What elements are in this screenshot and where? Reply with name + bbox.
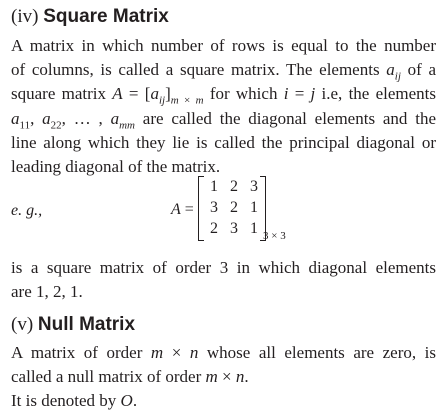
matrix-cell: 2 (210, 220, 218, 237)
square-matrix-definition (11, 34, 436, 179)
definition-line-5: line along which they lie is called the principal diagonal or (11, 132, 436, 152)
matrix-entries (204, 176, 264, 239)
matrix-name: A = (171, 201, 194, 218)
null-line-1: A matrix of order m × n whose all elements are zero, is (11, 343, 436, 362)
section-number: (v) (11, 314, 34, 335)
example-caption (11, 256, 436, 304)
caption-line-1: is a square matrix of order 3 in which diagonal elements (11, 258, 436, 277)
section-title: Square Matrix (43, 6, 169, 27)
matrix-cell: 1 (250, 199, 258, 216)
matrix-cell: 1 (210, 178, 218, 195)
caption-line-2: are 1, 2, 1. (11, 282, 83, 302)
section-title: Null Matrix (37, 314, 136, 335)
matrix-cell: 3 (250, 178, 258, 195)
notation-line: It is denoted by O. (11, 391, 138, 410)
null-line-2: called a null matrix of order m × n. (11, 367, 249, 387)
definition-line-1: A matrix in which number of rows is equal to the number (11, 36, 436, 55)
matrix-cell: 2 (230, 199, 238, 216)
matrix-order: 3 × 3 (263, 230, 286, 242)
definition-line-4: $a_{11}$, $a_{22}$, … , $a_{mm}$ are called the diagonal elements and the (11, 108, 436, 131)
matrix-cell: 3 (210, 199, 218, 216)
matrix-cell: 2 (230, 178, 238, 195)
section-heading-null-matrix (11, 314, 135, 336)
definition-line-6: leading diagonal of the matrix. (11, 157, 221, 177)
section-number: (iv) (11, 6, 39, 27)
section-heading-square-matrix (11, 6, 169, 28)
matrix-cell: 3 (230, 220, 238, 237)
element-symbol: $a_{ij}$ (386, 60, 401, 83)
null-matrix-definition (11, 341, 436, 389)
example-label: e. g., (11, 202, 43, 219)
definition-line-2: of columns, is called a square matrix. The elements $a_{ij}$ of a (11, 60, 436, 83)
null-matrix-notation (11, 389, 436, 413)
example-matrix (171, 176, 291, 246)
matrix-cell: 1 (250, 220, 258, 237)
definition-line-3: square matrix $A = [a_{ij}]_{m \times m}$ for which i = j i.e, the elements (11, 84, 437, 107)
